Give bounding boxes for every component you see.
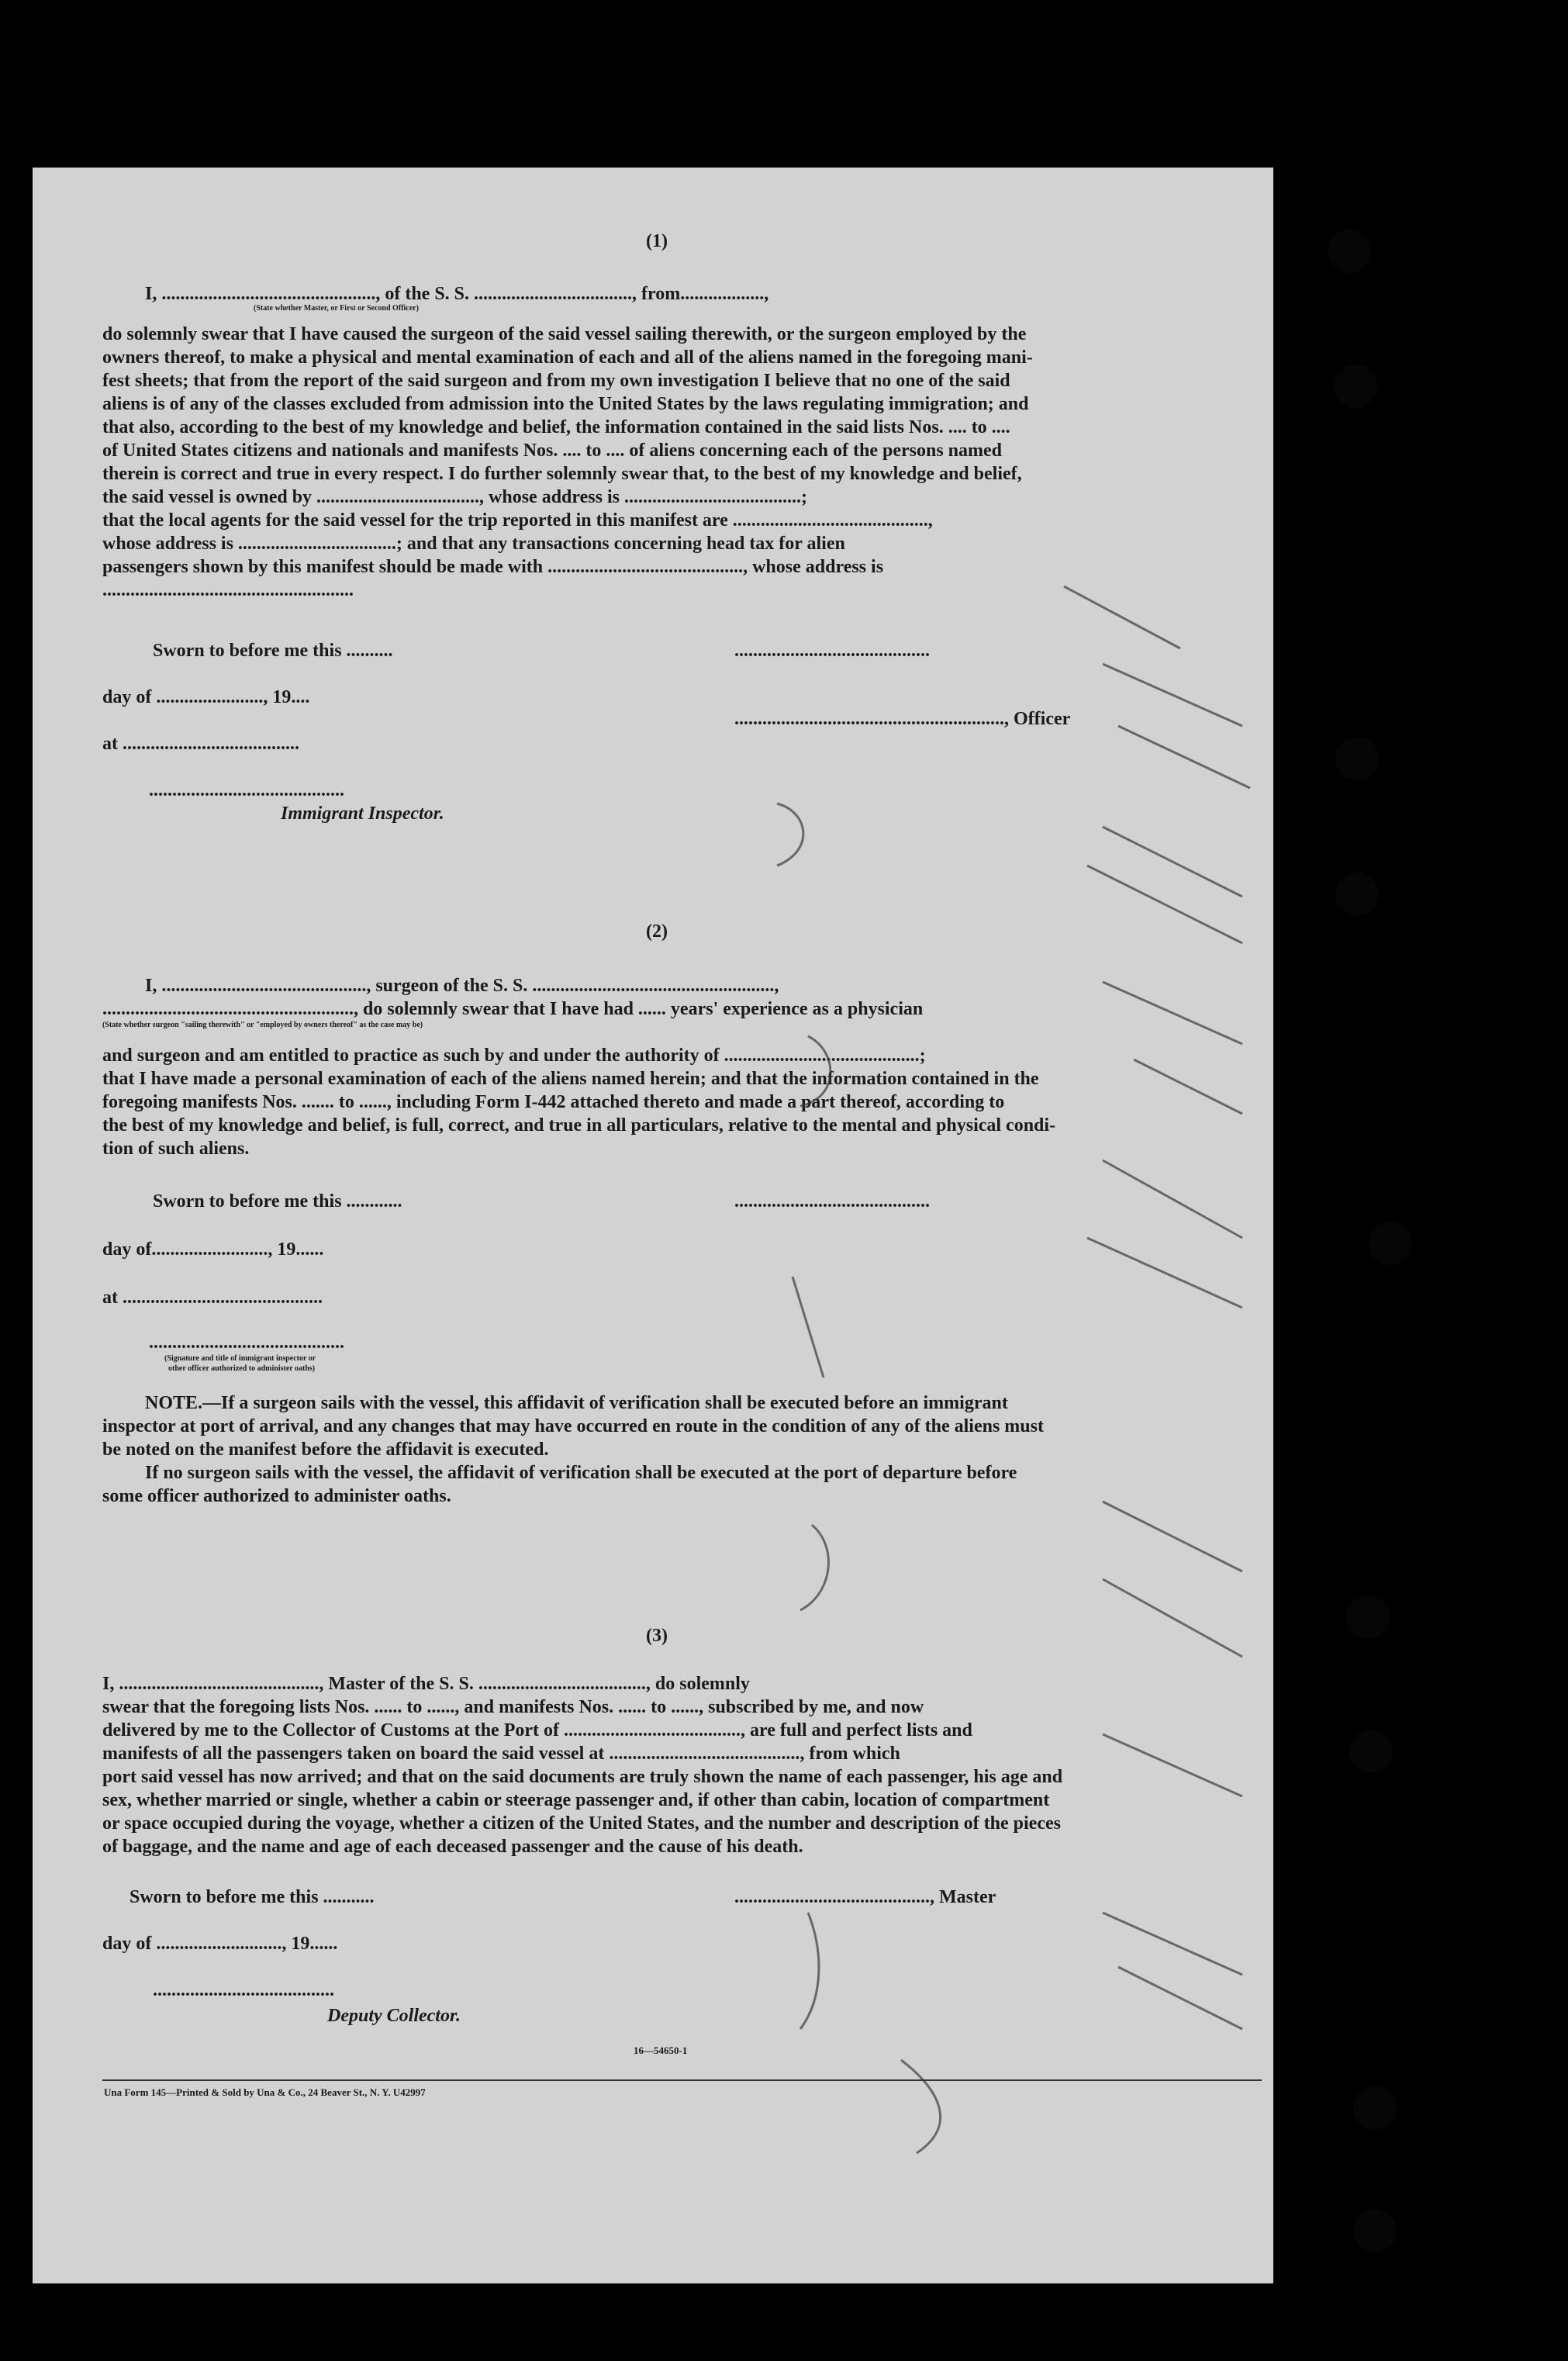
section3-collector-dots: ....................................... — [153, 1980, 334, 2000]
section2-signature-caption: (Signature and title of immigrant inspector or — [164, 1354, 316, 1363]
binder-hole — [1328, 230, 1371, 273]
binder-hole — [1346, 1595, 1390, 1639]
section2-body-line: foregoing manifests Nos. ....... to ......, including Form I-442 attached thereto and made a part thereof, according to — [102, 1092, 1005, 1112]
binder-hole — [1335, 737, 1379, 780]
section1-sworn: Sworn to before me this .......... — [153, 641, 393, 661]
binder-hole — [1349, 1730, 1393, 1773]
section2-caption: (State whether surgeon "sailing therewith" or "employed by owners thereof" as the case may be) — [102, 1021, 423, 1029]
section1-at: at ...................................... — [102, 734, 299, 754]
note-line: If no surgeon sails with the vessel, the affidavit of verification shall be executed at the port of departure before — [145, 1463, 1017, 1483]
section2-at: at ........................................... — [102, 1288, 323, 1308]
section3-body-line: swear that the foregoing lists Nos. ...... to ......, and manifests Nos. ...... to ......, subscribed by me, and now — [102, 1697, 924, 1717]
note-line: inspector at port of arrival, and any changes that may have occurred en route in the condition of any of the aliens must — [102, 1416, 1044, 1436]
section1-body-line: fest sheets; that from the report of the said surgeon and from my own investigation I believe that no one of the said — [102, 371, 1010, 391]
section3-body-line: port said vessel has now arrived; and that on the said documents are truly shown the name of each passenger, his age and — [102, 1767, 1063, 1787]
section1-officer-line: .........................................................., Officer — [734, 709, 1071, 729]
section3-body-line: delivered by me to the Collector of Customs at the Port of ......................................, are full and perfect lists and — [102, 1720, 972, 1741]
section1-body-line: therein is correct and true in every respect. I do further solemnly swear that, to the best of my knowledge and belief, — [102, 464, 1022, 484]
section3-body-line: sex, whether married or single, whether a cabin or steerage passenger and, if other than cabin, location of compartment — [102, 1790, 1050, 1810]
section3-day: day of ..........................., 19...... — [102, 1934, 338, 1954]
binder-hole — [1334, 365, 1377, 408]
binder-hole — [1335, 873, 1379, 916]
section1-body-line: whose address is ..................................; and that any transactions concerning head tax for alien — [102, 534, 845, 554]
section1-number: (1) — [646, 231, 668, 251]
section1-inspector-dots: .......................................... — [149, 780, 344, 800]
section3-master-line: .........................................., Master — [734, 1887, 996, 1907]
section2-oath-line: I, ............................................, surgeon of the S. S. ...................................................., — [145, 976, 779, 996]
section1-body-line: of United States citizens and nationals and manifests Nos. .... to .... of aliens concerning each of the persons named — [102, 441, 1003, 461]
section2-day: day of........................., 19...... — [102, 1239, 324, 1260]
section2-sworn: Sworn to before me this ............ — [153, 1191, 402, 1212]
section2-body-line: and surgeon and am entitled to practice as such by and under the authority of ..........................................; — [102, 1046, 926, 1066]
section2-sworn-signature: .......................................... — [734, 1191, 930, 1212]
section3-body-line: of baggage, and the name and age of each deceased passenger and the cause of his death. — [102, 1837, 803, 1857]
section1-day: day of ......................., 19.... — [102, 687, 310, 707]
section2-number: (2) — [646, 921, 668, 942]
form-page — [33, 168, 1273, 2283]
section3-body-line: manifests of all the passengers taken on board the said vessel at ........................................., from which — [102, 1744, 900, 1764]
form-code: 16—54650-1 — [634, 2045, 688, 2056]
section1-body-line: owners thereof, to make a physical and mental examination of each and all of the aliens named in the foregoing mani- — [102, 347, 1033, 368]
section1-inspector-title: Immigrant Inspector. — [281, 804, 444, 824]
binder-hole — [1369, 1222, 1412, 1265]
section2-experience-line: ......................................................, do solemnly swear that I have had ...... years' experience as a physician — [102, 999, 924, 1019]
section1-body-line: ...................................................... — [102, 580, 354, 600]
note-line: be noted on the manifest before the affidavit is executed. — [102, 1440, 549, 1460]
section1-body-line: that the local agents for the said vessel for the trip reported in this manifest are .........................................., — [102, 510, 933, 531]
section1-caption: (State whether Master, or First or Second Officer) — [254, 304, 419, 313]
section2-signature-dots: .......................................... — [149, 1333, 344, 1353]
section1-body-line: passengers shown by this manifest should be made with .........................................., whose address is — [102, 557, 884, 577]
note-line: some officer authorized to administer oaths. — [102, 1486, 451, 1506]
pencil-marks — [33, 168, 1273, 2283]
printer-imprint: Una Form 145—Printed & Sold by Una & Co., 24 Beaver St., N. Y. U42997 — [104, 2086, 426, 2098]
section1-body-line: aliens is of any of the classes excluded from admission into the United States by the laws regulating immigration; and — [102, 394, 1029, 414]
section2-signature-caption: other officer authorized to administer oaths) — [168, 1364, 316, 1373]
section2-body-line: that I have made a personal examination of each of the aliens named herein; and that the information contained in the — [102, 1069, 1039, 1089]
note-line: NOTE.—If a surgeon sails with the vessel, this affidavit of verification shall be executed before an immigrant — [145, 1393, 1008, 1413]
section2-body-line: tion of such aliens. — [102, 1139, 250, 1159]
section1-body-line: that also, according to the best of my knowledge and belief, the information contained in the said lists Nos. .... to .... — [102, 417, 1010, 437]
section3-sworn: Sworn to before me this ........... — [130, 1887, 375, 1907]
section3-collector-title: Deputy Collector. — [327, 2006, 461, 2026]
section3-body-line: or space occupied during the voyage, whether a citizen of the United States, and the number and description of the pieces — [102, 1813, 1061, 1834]
section1-oath-line: I, .............................................., of the S. S. .................................., from.................., — [145, 284, 769, 304]
binder-hole — [1353, 2209, 1397, 2252]
section2-body-line: the best of my knowledge and belief, is full, correct, and true in all particulars, relative to the mental and physical condi- — [102, 1115, 1056, 1136]
section3-body-line: I, ..........................................., Master of the S. S. ...................................., do solemnly — [102, 1674, 750, 1694]
section1-body-line: the said vessel is owned by ..................................., whose address is ......................................; — [102, 487, 807, 507]
section3-number: (3) — [646, 1626, 668, 1646]
binder-hole — [1353, 2086, 1397, 2130]
section1-sworn-signature: .......................................... — [734, 641, 930, 661]
section1-body-line: do solemnly swear that I have caused the surgeon of the said vessel sailing therewith, or the surgeon employed by the — [102, 324, 1027, 344]
